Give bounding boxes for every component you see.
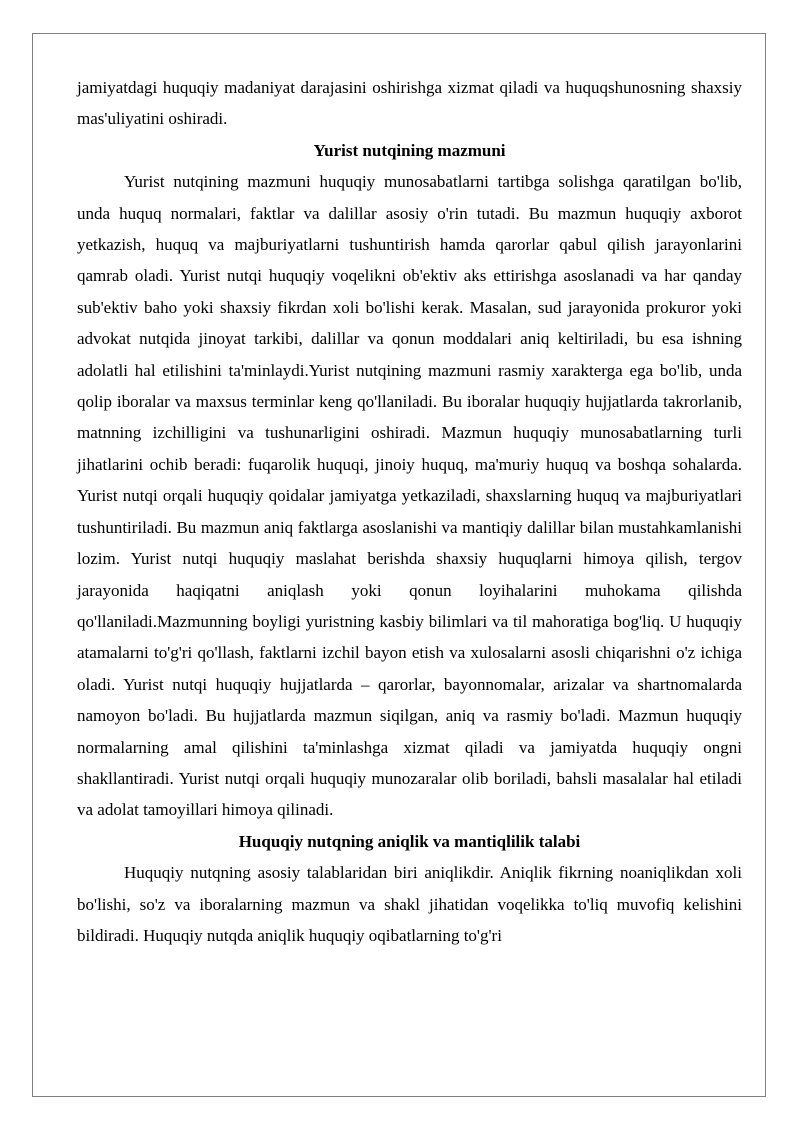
document-body <box>77 72 742 951</box>
paragraph-precision: Huquqiy nutqning asosiy talablaridan biri aniqlikdir. Aniqlik fikrning noaniqlikdan xoli bo'lishi, so'z va iboralarning mazmun va shakl jihatidan voqelikka to'liq muvofiq kelishini bildiradi. Huquqiy nutqda aniqlik huquqiy oqibatlarning to'g'ri <box>77 863 742 945</box>
section-heading-precision: Huquqiy nutqning aniqlik va mantiqlilik talabi <box>238 831 581 851</box>
paragraph-continued: jamiyatdagi huquqiy madaniyat darajasini oshirishga xizmat qiladi va huquqshunosning shaxsiy mas'uliyatini oshiradi. <box>77 78 742 129</box>
paragraph-content: Yurist nutqining mazmuni huquqiy munosabatlarni tartibga solishga qaratilgan bo'lib, unda huquq normalari, faktlar va dalillar asosiy o'rin tutadi. Bu mazmun huquqiy axborot yetkazish, huquq va majburiyatlarni tushuntirish hamda qarorlar qabul qilish jarayonlarini qamrab oladi. Yurist nutqi huquqiy voqelikni ob'ektiv aks ettirishga asoslanadi va har qanday sub'ektiv baho yoki shaxsiy fikrdan xoli bo'lishi kerak. Masalan, sud jarayonida prokuror yoki advokat nutqida jinoyat tarkibi, dalillar va qonun moddalari aniq keltiriladi, bu esa ishning adolatli hal etilishini ta'minlaydi.Yurist nutqining mazmuni rasmiy xarakterga ega bo'lib, unda qolip iboralar va maxsus terminlar keng qo'llaniladi. Bu iboralar huquqiy hujjatlarda takrorlanib, matnning izchilligini va tushunarligini oshiradi. Mazmun huquqiy munosabatlarning turli jihatlarini ochib beradi: fuqarolik huquqi, jinoiy huquq, ma'muriy huquq va boshqa sohalarda. Yurist nutqi orqali huquqiy qoidalar jamiyatga yetkaziladi, shaxslarning huquq va majburiyatlari tushuntiriladi. Bu mazmun aniq faktlarga asoslanishi va mantiqiy dalillar bilan mustahkamlanishi lozim. Yurist nutqi huquqiy maslahat berishda shaxsiy huquqlarni himoya qilish, tergov jarayonida haqiqatni aniqlash yoki qonun loyihalarini muhokama qilishda qo'llaniladi.Mazmunning boyligi yuristning kasbiy bilimlari va til mahoratiga bog'liq. U huquqiy atamalarni to'g'ri qo'llash, faktlarni izchil bayon etish va xulosalarni asosli chiqarishni o'z ichiga oladi. Yurist nutqi huquqiy hujjatlarda – qarorlar, bayonnomalar, arizalar va shartnomalarda namoyon bo'ladi. Bu hujjatlarda mazmun siqilgan, aniq va rasmiy bo'ladi. Mazmun huquqiy normalarning amal qilishini ta'minlashga xizmat qiladi va jamiyatda huquqiy ongni shakllantiradi. Yurist nutqi orqali huquqiy munozaralar olib boriladi, bahsli masalalar hal etiladi va adolat tamoyillari himoya qilinadi. <box>77 172 742 820</box>
section-heading-content: Yurist nutqining mazmuni <box>313 140 506 160</box>
